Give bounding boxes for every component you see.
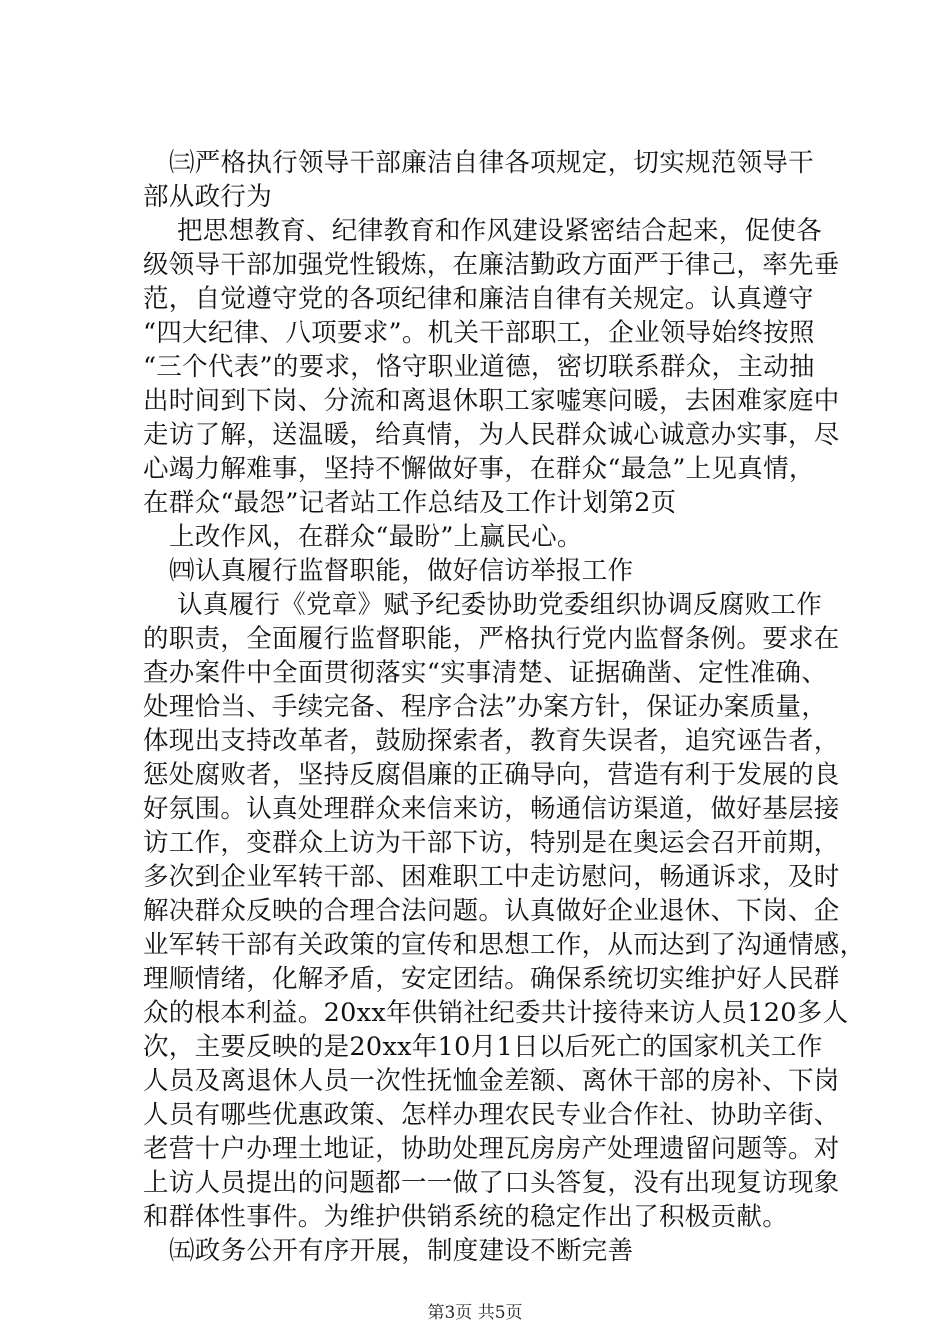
text-line: 部从政行为 [143, 182, 273, 212]
text-line: “三个代表”的要求，恪守职业道德，密切联系群众，主动抽 [143, 352, 815, 382]
text-line: 走访了解，送温暖，给真情，为人民群众诚心诚意办实事，尽 [143, 420, 840, 450]
text-line: 多次到企业军转干部、困难职工中走访慰问，畅通诉求，及时 [143, 862, 840, 892]
text-line: 心竭力解难事，坚持不懈做好事，在群众“最急”上见真情， [143, 454, 815, 484]
paragraph-start-line: 把思想教育、纪律教育和作风建设紧密结合起来，促使各 [177, 216, 823, 246]
text-line: 老营十户办理土地证，协助处理瓦房房产处理遗留问题等。对 [143, 1134, 840, 1164]
text-line: 处理恰当、手续完备、程序合法”办案方针，保证办案质量， [143, 692, 828, 722]
text-line: 出时间到下岗、分流和离退休职工家嘘寒问暖，去困难家庭中 [143, 386, 840, 416]
heading-line: ㈢严格执行领导干部廉洁自律各项规定，切实规范领导干 [169, 148, 815, 178]
page-number-footer: 第3页 共5页 [427, 1303, 523, 1323]
text-line: 惩处腐败者，坚持反腐倡廉的正确导向，营造有利于发展的良 [143, 760, 840, 790]
text-line: 人员有哪些优惠政策、怎样办理农民专业合作社、协助辛街、 [143, 1100, 840, 1130]
text-line: 上改作风，在群众“最盼”上赢民心。 [169, 522, 583, 552]
text-line: 上访人员提出的问题都一一做了口头答复，没有出现复访现象 [143, 1168, 840, 1198]
text-line: 业军转干部有关政策的宣传和思想工作，从而达到了沟通情感， [143, 930, 866, 960]
text-line: 和群体性事件。为维护供销系统的稳定作出了积极贡献。 [143, 1202, 789, 1232]
text-line: 众的根本利益。20xx年供销社纪委共计接待来访人员120多人 [143, 998, 849, 1028]
text-line: 理顺情绪，化解矛盾，安定团结。确保系统切实维护好人民群 [143, 964, 840, 994]
text-line: 查办案件中全面贯彻落实“实事清楚、证据确凿、定性准确、 [143, 658, 828, 688]
text-line: 人员及离退休人员一次性抚恤金差额、离休干部的房补、下岗 [143, 1066, 840, 1096]
heading-line: ㈣认真履行监督职能，做好信访举报工作 [169, 556, 634, 586]
text-line: 范，自觉遵守党的各项纪律和廉洁自律有关规定。认真遵守 [143, 284, 814, 314]
text-line: 级领导干部加强党性锻炼，在廉洁勤政方面严于律己，率先垂 [143, 250, 840, 280]
text-line: 解决群众反映的合理合法问题。认真做好企业退休、下岗、企 [143, 896, 840, 926]
text-line: 好氛围。认真处理群众来信来访，畅通信访渠道，做好基层接 [143, 794, 840, 824]
text-line: 的职责，全面履行监督职能，严格执行党内监督条例。要求在 [143, 624, 840, 654]
text-line: “四大纪律、八项要求”。机关干部职工，企业领导始终按照 [143, 318, 815, 348]
text-line: 访工作，变群众上访为干部下访，特别是在奥运会召开前期， [143, 828, 840, 858]
paragraph-start-line: 认真履行《党章》赋予纪委协助党委组织协调反腐败工作 [177, 590, 823, 620]
text-line: 体现出支持改革者，鼓励探索者，教育失误者，追究诬告者， [143, 726, 840, 756]
document-body [143, 146, 866, 1268]
heading-line: ㈤政务公开有序开展，制度建设不断完善 [169, 1236, 634, 1266]
text-line: 次，主要反映的是20xx年10月1日以后死亡的国家机关工作 [143, 1032, 823, 1062]
text-line: 在群众“最怨”记者站工作总结及工作计划第2页 [143, 488, 677, 518]
